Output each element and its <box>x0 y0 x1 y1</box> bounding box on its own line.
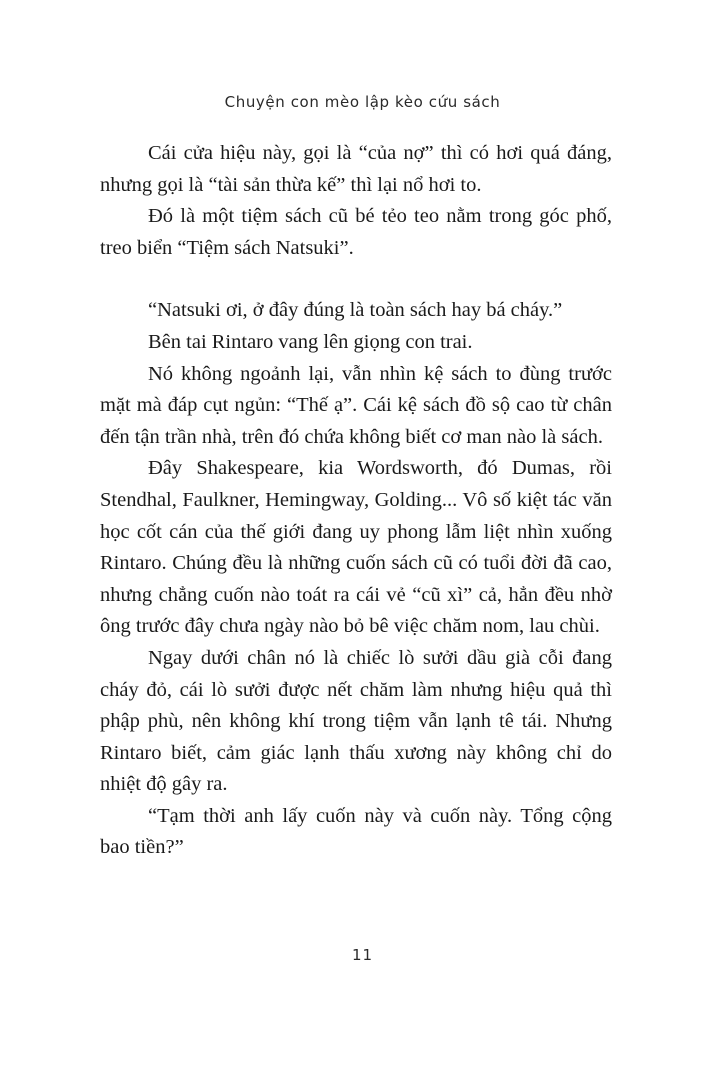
paragraph-8: “Tạm thời anh lấy cuốn này và cuốn này. Tổng cộng bao tiền?” <box>100 804 612 859</box>
paragraph-6: Đây Shakespeare, kia Wordsworth, đó Dumas, rồi Stendhal, Faulkner, Hemingway, Golding... Vô số kiệt tác văn học cốt cán của thế giới đang uy phong lẫm liệt nhìn xuống Rintaro. Chúng đều là những cuốn sách cũ có tuổi đời đã cao, nhưng chẳng cuốn nào toát ra cái vẻ “cũ xì” cả, hẳn đều nhờ ông trước đây chưa ngày nào bỏ bê việc chăm nom, lau chùi. <box>100 457 612 638</box>
chapter-body-text <box>100 138 612 864</box>
paragraph-2: Đó là một tiệm sách cũ bé tẻo teo nằm trong góc phố, treo biển “Tiệm sách Natsuki”. <box>100 205 612 259</box>
paragraph-4: Bên tai Rintaro vang lên giọng con trai. <box>148 330 473 353</box>
scene-break <box>100 264 612 295</box>
page-number: 11 <box>351 946 374 964</box>
running-header-title: Chuyện con mèo lập kèo cứu sách <box>224 93 501 111</box>
paragraph-3: “Natsuki ơi, ở đây đúng là toàn sách hay bá cháy.” <box>148 299 563 322</box>
paragraph-5: Nó không ngoảnh lại, vẫn nhìn kệ sách to đùng trước mặt mà đáp cụt ngủn: “Thế ạ”. Cái kệ sách đồ sộ cao từ chân đến tận trần nhà, trên đó chứa không biết cơ man nào là sách. <box>100 362 612 448</box>
paragraph-7: Ngay dưới chân nó là chiếc lò sưởi dầu già cỗi đang cháy đỏ, cái lò sưởi được nết chăm làm nhưng hiệu quả thì phập phù, nên không khí trong tiệm vẫn lạnh tê tái. Nhưng Rintaro biết, cảm giác lạnh thấu xương này không chỉ do nhiệt độ gây ra. <box>100 646 612 796</box>
paragraph-1: Cái cửa hiệu này, gọi là “của nợ” thì có hơi quá đáng, nhưng gọi là “tài sản thừa kế” thì lại nổ hơi to. <box>100 142 612 196</box>
